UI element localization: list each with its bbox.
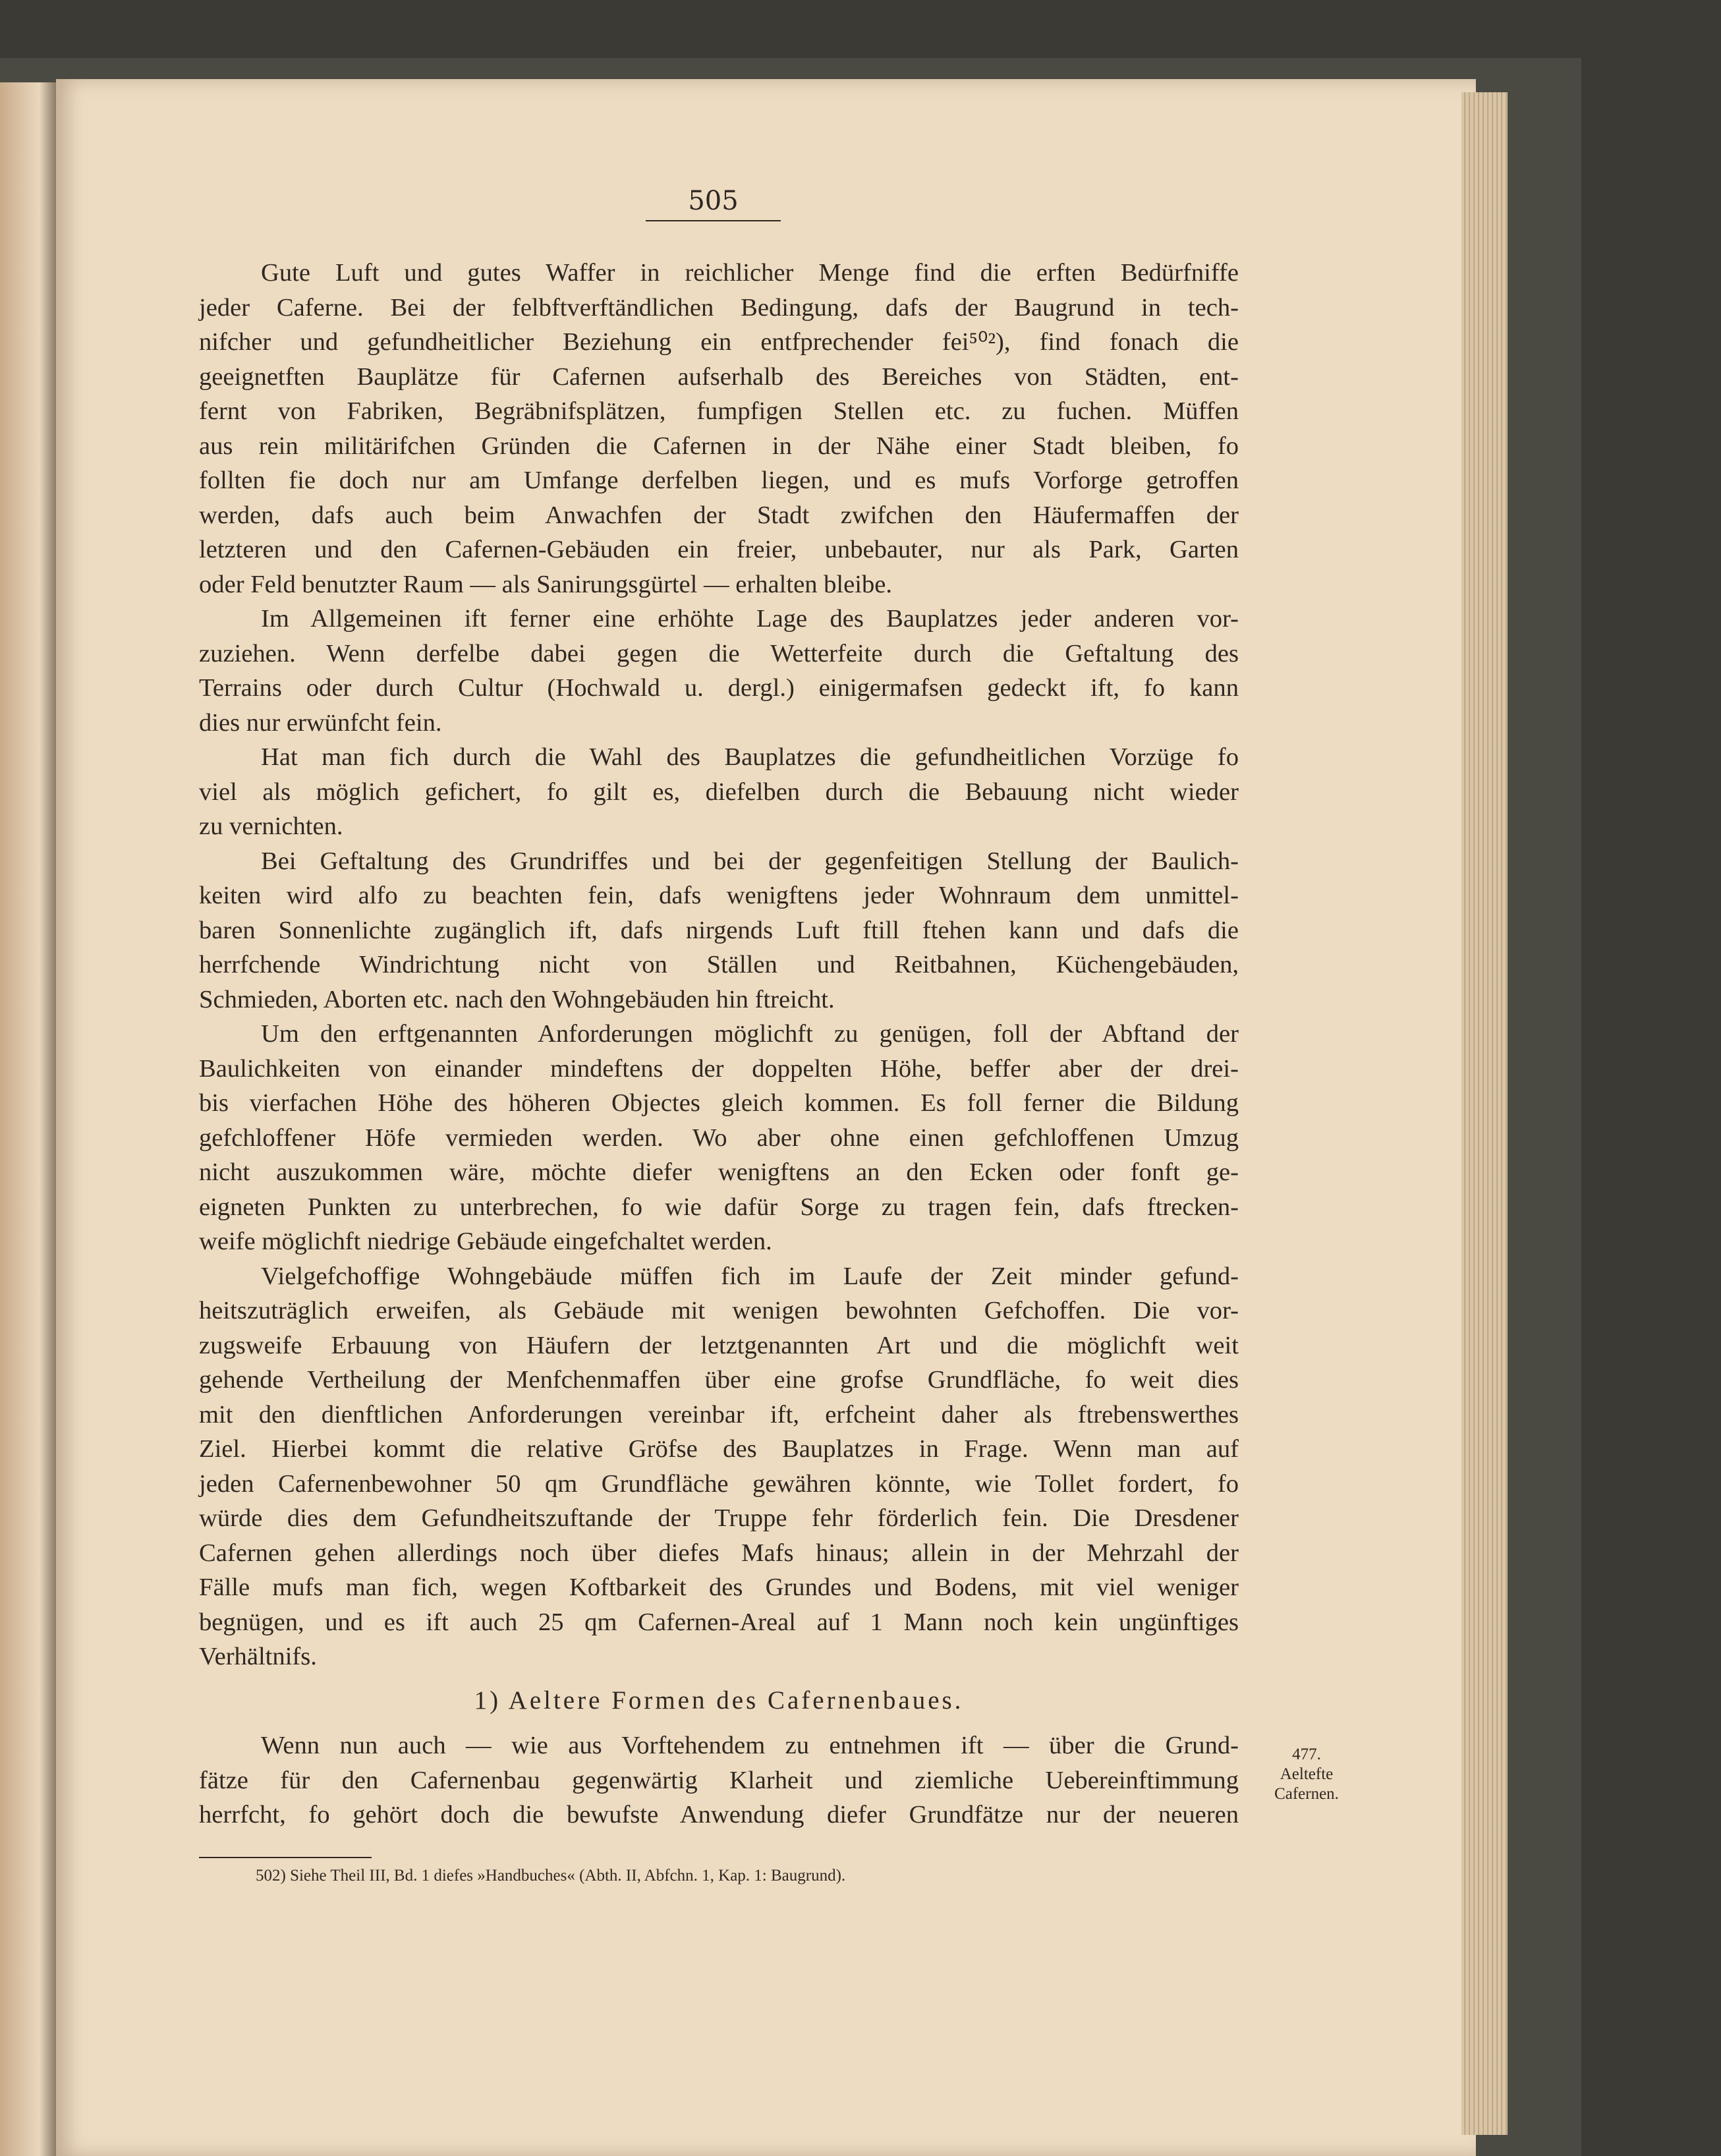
body-text (199, 256, 1239, 1832)
text-line: bis vierfachen Höhe des höheren Objectes gleich kommen. Es foll ferner die Bildung (199, 1089, 1239, 1117)
text-line: fernt von Fabriken, Begräbnifsplätzen, fumpfigen Stellen etc. zu fuchen. Müffen (199, 397, 1239, 425)
footnote-rule (199, 1857, 372, 1858)
text-line: eigneten Punkten zu unterbrechen, fo wie dafür Sorge zu tragen fein, dafs ftrecken- (199, 1193, 1239, 1221)
text-line: oder Feld benutzter Raum — als Sanirungsgürtel — erhalten bleibe. (199, 570, 893, 598)
text-line: Verhältnifs. (199, 1643, 317, 1670)
text-line: aus rein militärifchen Gründen die Cafernen in der Nähe einer Stadt bleiben, fo (199, 432, 1239, 460)
text-line: nifcher und gefundheitlicher Beziehung ein entfprechender fei⁵⁰²), find fonach die (199, 328, 1239, 356)
text-line: gehende Vertheilung der Menfchenmaffen über eine grofse Grundfläche, fo weit dies (199, 1366, 1239, 1394)
facing-page-edge (0, 82, 56, 2156)
text-line: heitszuträglich erweifen, als Gebäude mit wenigen bewohnten Gefchoffen. Die vor- (199, 1297, 1239, 1324)
text-line: Cafernen gehen allerdings noch über diefes Mafs hinaus; allein in der Mehrzahl der (199, 1539, 1239, 1567)
text-line: Schmieden, Aborten etc. nach den Wohngebäuden hin ftreicht. (199, 985, 835, 1013)
text-line: baren Sonnenlichte zugänglich ift, dafs nirgends Luft ftill ftehen kann und dafs die (199, 916, 1239, 944)
text-line: fätze für den Cafernenbau gegenwärtig Klarheit und ziemliche Uebereinftimmung (199, 1766, 1239, 1794)
text-line: follten fie doch nur am Umfange derfelben liegen, und es mufs Vorforge getroffen (199, 467, 1239, 494)
text-line: Wenn nun auch — wie aus Vorftehendem zu entnehmen ift — über die Grund- (261, 1732, 1239, 1759)
text-line: geeignetften Bauplätze für Cafernen aufserhalb des Bereiches von Städten, ent- (199, 362, 1239, 391)
text-line: Ziel. Hierbei kommt die relative Gröfse des Bauplatzes in Frage. Wenn man auf (199, 1435, 1239, 1463)
text-line: zuziehen. Wenn derfelbe dabei gegen die Wetterfeite durch die Geftaltung des (199, 639, 1239, 667)
text-line: letzteren und den Cafernen-Gebäuden ein freier, unbebauter, nur als Park, Garten (199, 536, 1239, 563)
text-line: zugsweife Erbauung von Häufern der letztgenannten Art und die möglichft weit (199, 1331, 1239, 1359)
text-line: keiten wird alfo zu beachten fein, dafs wenigftens jeder Wohnraum dem unmittel- (199, 882, 1239, 909)
text-line: viel als möglich gefichert, fo gilt es, diefelben durch die Bebauung nicht wieder (199, 778, 1239, 806)
text-line: nicht auszukommen wäre, möchte diefer wenigftens an den Ecken oder fonft ge- (199, 1158, 1239, 1186)
text-line: jeden Cafernenbewohner 50 qm Grundfläche gewähren könnte, wie Tollet fordert, fo (199, 1469, 1239, 1498)
text-line: Bei Geftaltung des Grundriffes und bei der gegenfeitigen Stellung der Baulich- (261, 847, 1239, 875)
margin-note-title: Cafernen. (1274, 1785, 1339, 1803)
text-line: dies nur erwünfcht fein. (199, 708, 442, 737)
margin-note-title: Aeltefte (1280, 1765, 1334, 1783)
text-line: Baulichkeiten von einander mindeftens der doppelten Höhe, beffer aber der drei- (199, 1054, 1239, 1083)
text-line: Terrains oder durch Cultur (Hochwald u. dergl.) einigermafsen gedeckt ift, fo kann (199, 674, 1239, 702)
page-number: 505 (646, 186, 781, 221)
text-line: herrfcht, fo gehört doch die bewufste Anwendung diefer Grundfätze nur der neueren (199, 1801, 1239, 1829)
text-line: würde dies dem Gefundheitszuftande der Truppe fehr förderlich fein. Die Dresdener (199, 1504, 1239, 1532)
margin-note (1264, 1745, 1349, 1804)
text-line: begnügen, und es ift auch 25 qm Cafernen-Areal auf 1 Mann noch kein ungünftiges (199, 1608, 1239, 1636)
text-line: Um den erftgenannten Anforderungen möglichft zu genügen, foll der Abftand der (261, 1020, 1239, 1048)
text-line: Hat man fich durch die Wahl des Bauplatzes die gefundheitlichen Vorzüge fo (261, 743, 1239, 771)
footnote: 502) Siehe Theil III, Bd. 1 diefes »Handbuches« (Abth. II, Abfchn. 1, Kap. 1: Baugrund). (256, 1867, 846, 1885)
text-line: zu vernichten. (199, 812, 343, 840)
section-heading: 1) Aeltere Formen des Cafernenbaues. (474, 1686, 964, 1715)
text-line: Vielgefchoffige Wohngebäude müffen fich im Laufe der Zeit minder gefund- (261, 1262, 1239, 1290)
text-line: weife möglichft niedrige Gebäude eingefchaltet werden. (199, 1228, 772, 1255)
text-line: jeder Caferne. Bei der felbftverftändlichen Bedingung, dafs der Baugrund in tech- (199, 293, 1239, 322)
page-block-edges (1461, 92, 1508, 2135)
margin-note-number: 477. (1292, 1745, 1321, 1763)
text-line: Fälle mufs man fich, wegen Koftbarkeit des Grundes und Bodens, mit viel weniger (199, 1574, 1239, 1601)
text-line: werden, dafs auch beim Anwachfen der Stadt zwifchen den Häufermaffen der (199, 501, 1239, 529)
text-line: gefchloffener Höfe vermieden werden. Wo aber ohne einen gefchloffenen Umzug (199, 1123, 1239, 1152)
text-line: herrfchende Windrichtung nicht von Ställen und Reitbahnen, Küchengebäuden, (199, 951, 1239, 979)
text-line: mit den dienftlichen Anforderungen vereinbar ift, erfcheint daher als ftrebenswerthes (199, 1400, 1239, 1429)
text-line: Im Allgemeinen ift ferner eine erhöhte Lage des Bauplatzes jeder anderen vor- (261, 605, 1239, 633)
text-line: Gute Luft und gutes Waffer in reichlicher Menge find die erften Bedürfniffe (261, 259, 1239, 287)
